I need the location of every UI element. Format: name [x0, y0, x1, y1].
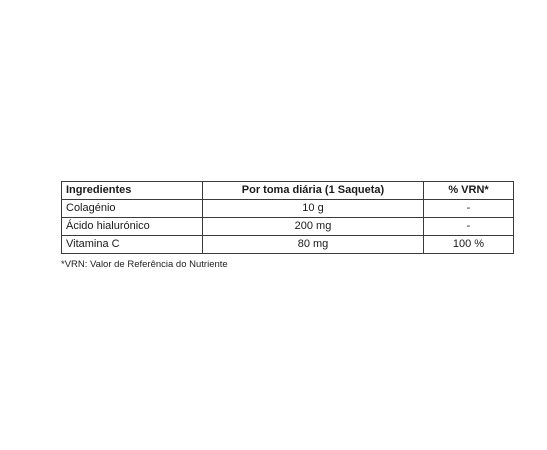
table-body — [62, 200, 514, 254]
table-row — [62, 200, 514, 218]
vrn-footnote: *VRN: Valor de Referência do Nutriente — [61, 259, 228, 270]
cell-dose: 10 g — [203, 200, 424, 218]
cell-dose: 200 mg — [203, 218, 424, 236]
header-row — [62, 182, 514, 200]
cell-vrn: 100 % — [424, 236, 514, 254]
table-row — [62, 236, 514, 254]
cell-ingredient: Colagénio — [62, 200, 203, 218]
nutrition-table — [61, 181, 514, 254]
table-header — [62, 182, 514, 200]
cell-vrn: - — [424, 200, 514, 218]
header-vrn: % VRN* — [424, 182, 514, 200]
cell-dose: 80 mg — [203, 236, 424, 254]
table-row — [62, 218, 514, 236]
header-daily-dose: Por toma diária (1 Saqueta) — [203, 182, 424, 200]
cell-vrn: - — [424, 218, 514, 236]
header-ingredients: Ingredientes — [62, 182, 203, 200]
cell-ingredient: Vitamina C — [62, 236, 203, 254]
cell-ingredient: Ácido hialurónico — [62, 218, 203, 236]
